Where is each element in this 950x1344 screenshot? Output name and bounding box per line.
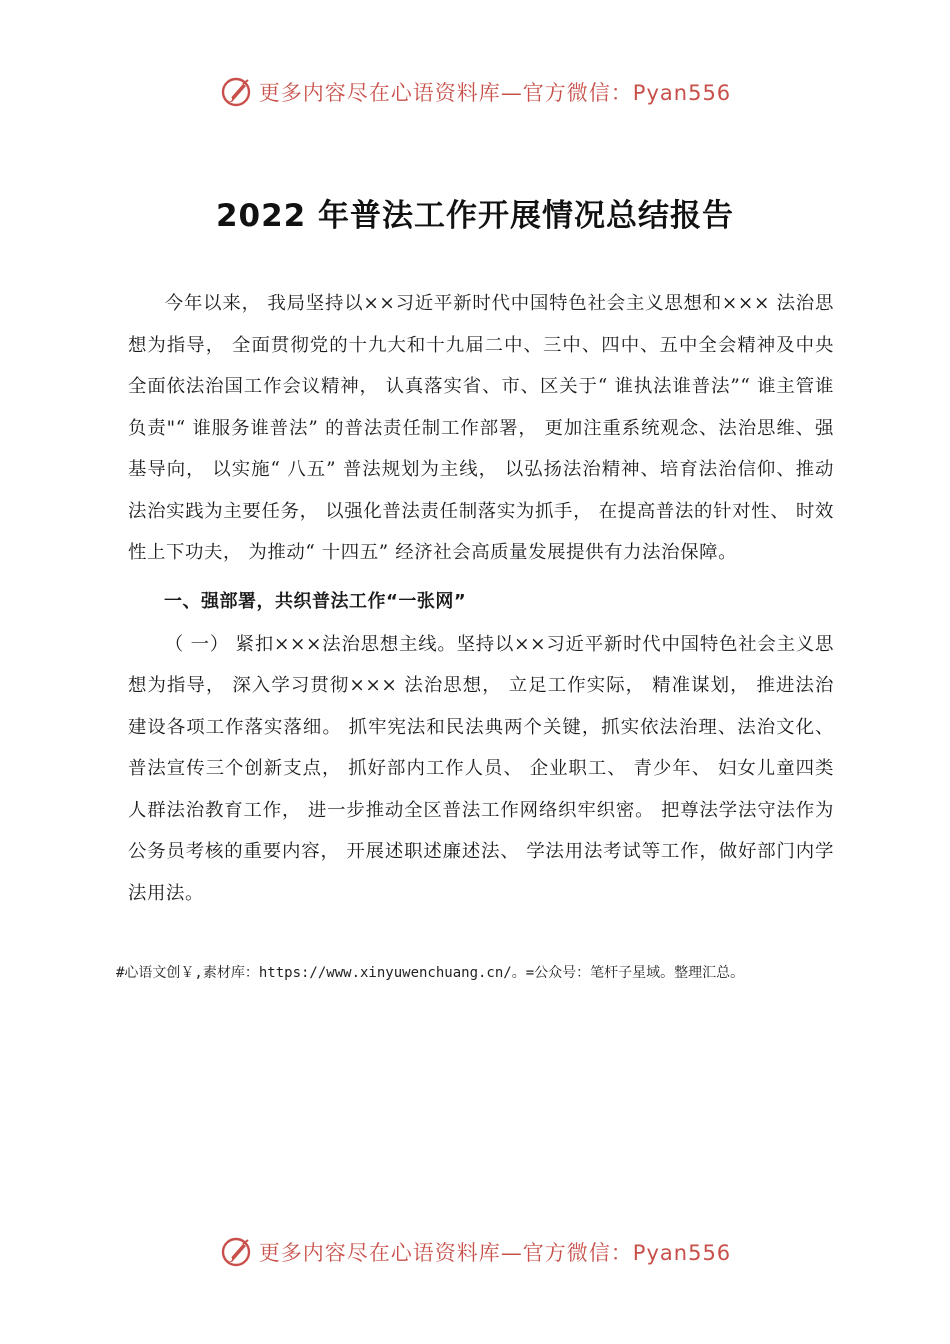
source-footnote: #心语文创￥,素材库：https://www.xinyuwenchuang.cn/。=公众号：笔杆子星域。整理汇总。 <box>116 965 745 981</box>
section-paragraph: （ 一） 紧扣×××法治思想主线。坚持以××习近平新时代中国特色社会主义思想为指导， 深入学习贯彻××× 法治思想， 立足工作实际， 精准谋划， 推进法治建设各项工作落实落细。 抓牢宪法和民法典两个关键，抓实依法治理、法治文化、普法宣传三个创新支点， 抓好部内工作人员、 企业职工、 青少年、 妇女儿童四类人群法治教育工作， 进一步推动全区普法工作网络织牢织密。 把尊法学法守法作为公务员考核的重要内容， 开展述职述廉述法、 学法用法考试等工作，做好部门内学法用法。 <box>128 633 834 904</box>
footer-watermark <box>0 1232 950 1272</box>
quill-pen-logo-icon <box>219 1235 253 1269</box>
section-heading: 一、强部署，共织普法工作“一张网” <box>164 590 467 612</box>
document-body <box>128 283 834 914</box>
quill-pen-logo-icon <box>219 75 253 109</box>
watermark-text: 更多内容尽在心语资料库—官方微信：Pyan556 <box>258 1241 732 1265</box>
watermark-text: 更多内容尽在心语资料库—官方微信：Pyan556 <box>258 81 732 105</box>
document-title: 2022 年普法工作开展情况总结报告 <box>215 198 735 234</box>
intro-paragraph: 今年以来， 我局坚持以××习近平新时代中国特色社会主义思想和××× 法治思想为指导， 全面贯彻党的十九大和十九届二中、三中、四中、五中全会精神及中央全面依法治国工作会议精神， 认真落实省、市、区关于“ 谁执法谁普法”“ 谁主管谁负责"“ 谁服务谁普法” 的普法责任制工作部署， 更加注重系统观念、法治思维、强基导向， 以实施“ 八五” 普法规划为主线， 以弘扬法治精神、培育法治信仰、推动法治实践为主要任务， 以强化普法责任制落实为抓手， 在提高普法的针对性、 时效性上下功夫， 为推动“ 十四五” 经济社会高质量发展提供有力法治保障。 <box>128 293 834 563</box>
header-watermark <box>0 72 950 112</box>
